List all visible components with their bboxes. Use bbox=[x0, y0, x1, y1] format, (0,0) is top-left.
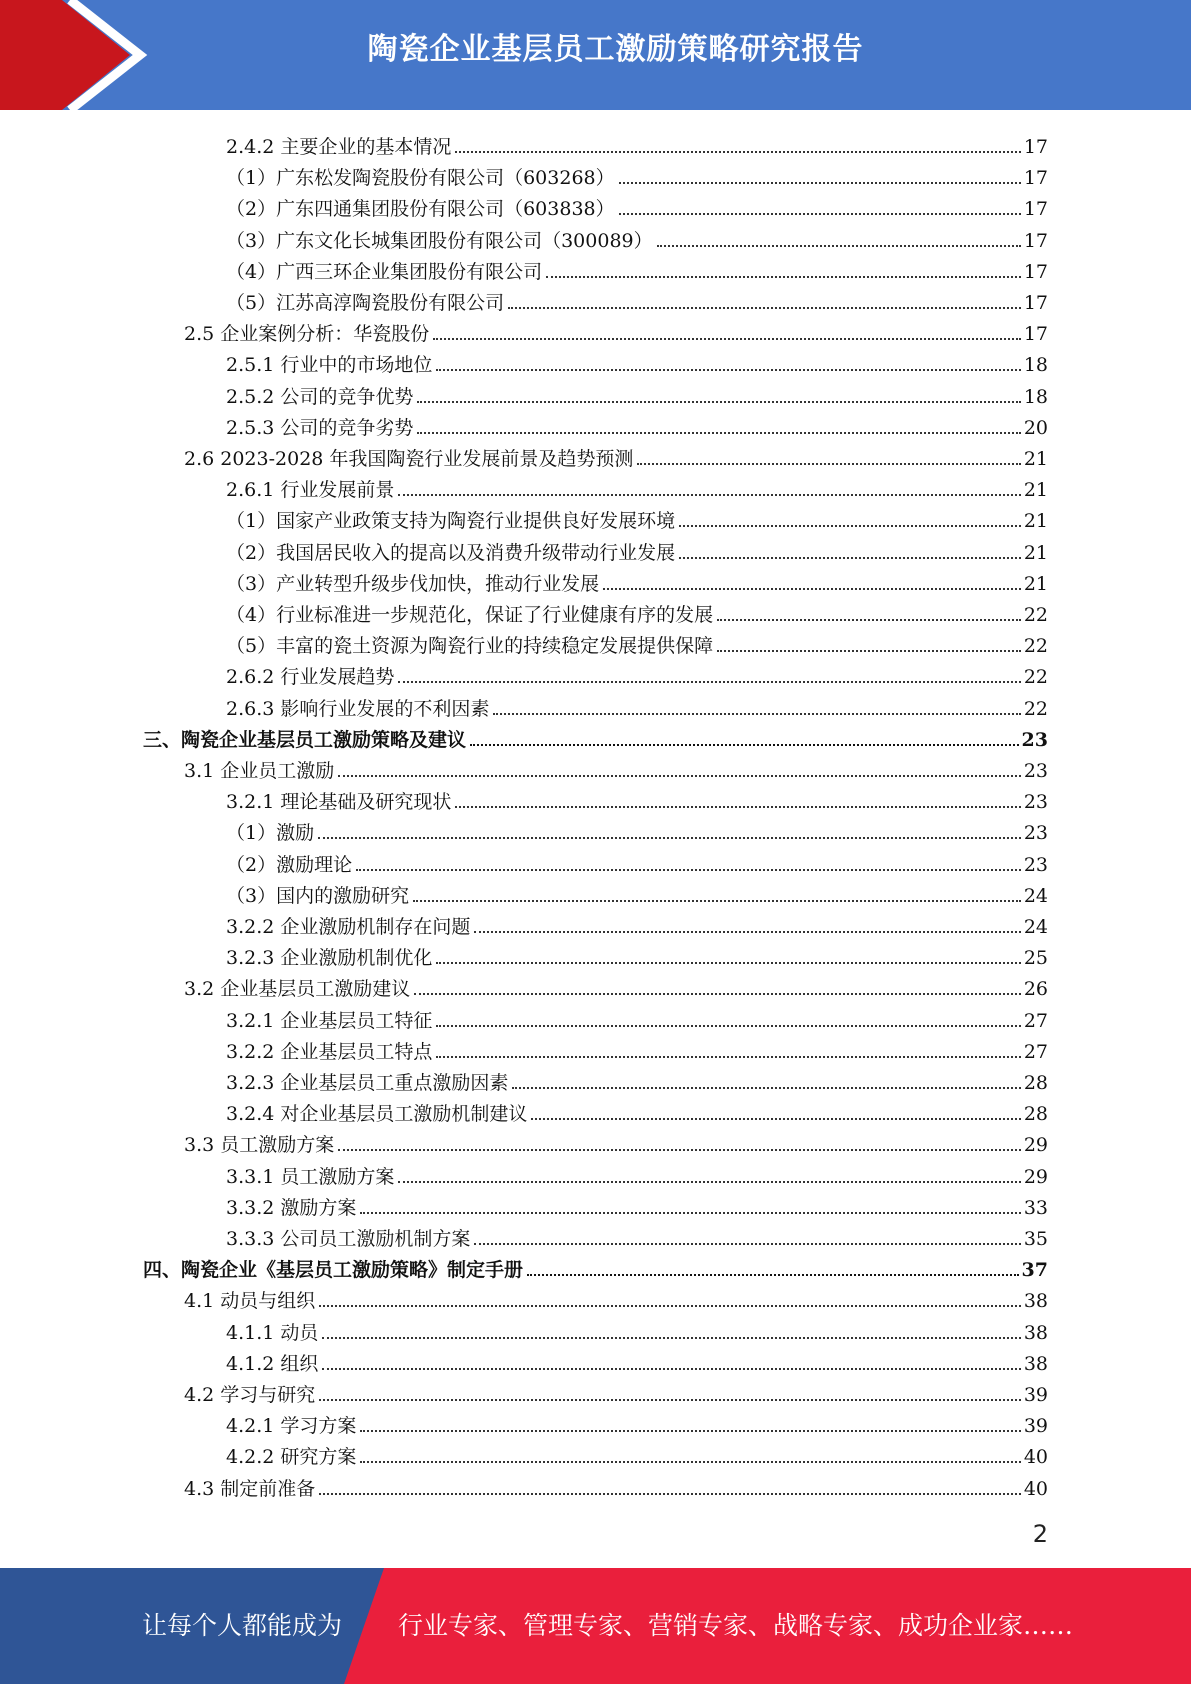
toc-dot-leader bbox=[398, 494, 1020, 496]
toc-dot-leader bbox=[360, 1212, 1020, 1214]
toc-entry-title: （1）广东松发陶瓷股份有限公司（603268） bbox=[226, 167, 615, 190]
toc-entry-page: 21 bbox=[1023, 510, 1048, 533]
toc-entry-page: 25 bbox=[1023, 947, 1048, 970]
toc-entry[interactable] bbox=[226, 627, 1048, 658]
toc-entry-page: 33 bbox=[1023, 1196, 1048, 1219]
toc-dot-leader bbox=[527, 1274, 1019, 1276]
toc-entry-page: 17 bbox=[1023, 136, 1048, 158]
toc-entry[interactable] bbox=[226, 253, 1048, 284]
toc-entry-title: 3.1 企业员工激励 bbox=[184, 760, 335, 782]
toc-entry[interactable] bbox=[226, 1033, 1048, 1064]
toc-entry[interactable] bbox=[184, 752, 1048, 783]
toc-entry-page: 27 bbox=[1023, 1009, 1048, 1032]
toc-entry[interactable] bbox=[226, 596, 1048, 627]
toc-dot-leader bbox=[398, 681, 1020, 683]
toc-entry-title: 4.2.2 研究方案 bbox=[226, 1446, 357, 1469]
toc-entry[interactable] bbox=[226, 534, 1048, 565]
toc-dot-leader bbox=[414, 993, 1021, 995]
toc-entry[interactable] bbox=[226, 814, 1048, 845]
toc-entry-title: 3.3.3 公司员工激励机制方案 bbox=[226, 1228, 471, 1250]
toc-entry-title: （4）行业标准进一步规范化，保证了行业健康有序的发展 bbox=[226, 604, 714, 626]
toc-entry-title: 4.1 动员与组织 bbox=[184, 1290, 316, 1313]
toc-entry[interactable] bbox=[184, 1126, 1048, 1157]
toc-dot-leader bbox=[619, 213, 1021, 215]
toc-entry-page: 38 bbox=[1023, 1352, 1048, 1375]
toc-entry-page: 22 bbox=[1023, 635, 1048, 658]
toc-entry[interactable] bbox=[184, 1470, 1048, 1501]
toc-entry-title: 三、陶瓷企业基层员工激励策略及建议 bbox=[143, 728, 467, 751]
toc-entry-title: 3.2.3 企业激励机制优化 bbox=[226, 947, 433, 970]
toc-dot-leader bbox=[603, 588, 1021, 590]
toc-dot-leader bbox=[318, 837, 1021, 839]
toc-entry-page: 22 bbox=[1023, 697, 1048, 720]
toc-entry-title: 4.1.2 组织 bbox=[226, 1352, 319, 1375]
toc-dot-leader bbox=[417, 432, 1020, 434]
toc-dot-leader bbox=[360, 1461, 1020, 1463]
toc-entry[interactable] bbox=[226, 159, 1048, 190]
toc-entry-title: 2.6.3 影响行业发展的不利因素 bbox=[226, 697, 490, 720]
toc-entry-title: （5）江苏高淳陶瓷股份有限公司 bbox=[226, 292, 505, 314]
toc-entry-title: 3.3.1 员工激励方案 bbox=[226, 1165, 395, 1188]
toc-entry-title: 四、陶瓷企业《基层员工激励策略》制定手册 bbox=[143, 1259, 524, 1282]
toc-entry[interactable] bbox=[184, 315, 1048, 346]
toc-dot-leader bbox=[717, 650, 1021, 652]
toc-entry-title: （5）丰富的瓷土资源为陶瓷行业的持续稳定发展提供保障 bbox=[226, 635, 714, 658]
toc-entry-page: 37 bbox=[1021, 1259, 1048, 1282]
toc-entry-title: 3.2.4 对企业基层员工激励机制建议 bbox=[226, 1103, 528, 1126]
toc-entry-page: 29 bbox=[1023, 1165, 1048, 1188]
toc-entry-page: 17 bbox=[1023, 292, 1048, 314]
toc-entry-title: （2）激励理论 bbox=[226, 853, 353, 876]
toc-entry-page: 39 bbox=[1023, 1384, 1048, 1406]
toc-entry[interactable] bbox=[226, 502, 1048, 533]
toc-dot-leader bbox=[433, 338, 1021, 340]
toc-entry[interactable] bbox=[184, 440, 1048, 471]
toc-entry-page: 23 bbox=[1023, 760, 1048, 782]
toc-dot-leader bbox=[657, 245, 1021, 247]
toc-entry-page: 21 bbox=[1023, 572, 1048, 595]
toc-entry-title: 4.1.1 动员 bbox=[226, 1321, 319, 1344]
footer-slogan-left: 让每个人都能成为 bbox=[142, 1611, 343, 1640]
toc-entry-page: 23 bbox=[1023, 822, 1048, 845]
toc-entry-page: 27 bbox=[1023, 1040, 1048, 1063]
toc-dot-leader bbox=[455, 806, 1020, 808]
toc-dot-leader bbox=[474, 1243, 1020, 1245]
toc-entry[interactable] bbox=[226, 690, 1048, 721]
toc-entry-title: 3.2.1 理论基础及研究现状 bbox=[226, 791, 452, 814]
toc-entry-title: （2）我国居民收入的提高以及消费升级带动行业发展 bbox=[226, 541, 676, 564]
toc-dot-leader bbox=[413, 900, 1021, 902]
toc-entry[interactable] bbox=[184, 1376, 1048, 1407]
toc-entry-title: 2.5.1 行业中的市场地位 bbox=[226, 354, 433, 377]
toc-entry-title: 2.6.1 行业发展前景 bbox=[226, 479, 395, 502]
toc-dot-leader bbox=[338, 1149, 1021, 1151]
toc-entry[interactable] bbox=[226, 284, 1048, 315]
toc-entry-page: 22 bbox=[1023, 666, 1048, 689]
toc-entry-title: 3.3 员工激励方案 bbox=[184, 1134, 335, 1157]
toc-entry[interactable] bbox=[226, 1095, 1048, 1126]
toc-entry-page: 20 bbox=[1023, 416, 1048, 439]
toc-entry-page: 21 bbox=[1023, 479, 1048, 502]
toc-entry-page: 40 bbox=[1023, 1477, 1048, 1500]
toc-entry-title: 2.5.3 公司的竞争劣势 bbox=[226, 416, 414, 439]
report-title: 陶瓷企业基层员工激励策略研究报告 bbox=[367, 32, 864, 67]
toc-entry-page: 22 bbox=[1023, 604, 1048, 626]
toc-dot-leader bbox=[679, 525, 1021, 527]
toc-dot-leader bbox=[508, 307, 1021, 309]
toc-entry-page: 18 bbox=[1023, 385, 1048, 408]
toc-entry[interactable] bbox=[226, 1438, 1048, 1469]
toc-entry-page: 38 bbox=[1023, 1290, 1048, 1313]
toc-entry-page: 38 bbox=[1023, 1321, 1048, 1344]
toc-entry[interactable] bbox=[226, 939, 1048, 970]
header-banner bbox=[0, 0, 1191, 110]
toc-entry-title: （1）国家产业政策支持为陶瓷行业提供良好发展环境 bbox=[226, 510, 676, 533]
toc-entry-page: 21 bbox=[1023, 541, 1048, 564]
toc-entry-title: 3.2.3 企业基层员工重点激励因素 bbox=[226, 1072, 509, 1094]
toc-dot-leader bbox=[322, 1337, 1020, 1339]
toc-dot-leader bbox=[455, 151, 1020, 153]
toc-entry[interactable] bbox=[226, 409, 1048, 440]
toc-entry-page: 28 bbox=[1023, 1072, 1048, 1094]
toc-dot-leader bbox=[546, 276, 1021, 278]
toc-entry-title: （3）国内的激励研究 bbox=[226, 884, 410, 907]
toc-entry-page: 26 bbox=[1023, 978, 1048, 1001]
toc-entry[interactable] bbox=[226, 565, 1048, 596]
toc-dot-leader bbox=[319, 1493, 1021, 1495]
toc-dot-leader bbox=[717, 619, 1021, 621]
toc-dot-leader bbox=[319, 1305, 1021, 1307]
toc-entry-page: 17 bbox=[1023, 260, 1048, 283]
toc-entry-title: 2.6 2023-2028 年我国陶瓷行业发展前景及趋势预测 bbox=[184, 448, 634, 470]
toc-entry-page: 40 bbox=[1023, 1446, 1048, 1469]
toc-entry-title: 4.2 学习与研究 bbox=[184, 1384, 316, 1406]
toc-entry[interactable] bbox=[226, 190, 1048, 221]
toc-dot-leader bbox=[493, 713, 1020, 715]
toc-entry-title: 4.3 制定前准备 bbox=[184, 1477, 316, 1500]
toc-entry[interactable] bbox=[226, 1220, 1048, 1251]
toc-entry[interactable] bbox=[226, 1345, 1048, 1376]
toc-dot-leader bbox=[338, 775, 1021, 777]
toc-entry[interactable] bbox=[226, 783, 1048, 814]
toc-entry-page: 17 bbox=[1023, 229, 1048, 252]
toc-entry[interactable] bbox=[184, 1282, 1048, 1313]
toc-dot-leader bbox=[436, 369, 1020, 371]
toc-entry-page: 17 bbox=[1023, 198, 1048, 221]
page-number: 2 bbox=[1032, 1520, 1048, 1548]
toc-entry-page: 24 bbox=[1023, 916, 1048, 938]
toc-dot-leader bbox=[531, 1118, 1020, 1120]
toc-entry[interactable] bbox=[226, 378, 1048, 409]
toc-entry-title: （3）产业转型升级步伐加快，推动行业发展 bbox=[226, 572, 600, 595]
toc-entry-page: 29 bbox=[1023, 1134, 1048, 1157]
toc-entry-title: 4.2.1 学习方案 bbox=[226, 1415, 357, 1438]
toc-dot-leader bbox=[319, 1399, 1021, 1401]
toc-dot-leader bbox=[474, 931, 1020, 933]
toc-dot-leader bbox=[436, 962, 1020, 964]
toc-entry[interactable] bbox=[226, 346, 1048, 377]
toc-entry-page: 39 bbox=[1023, 1415, 1048, 1438]
toc-entry-title: （2）广东四通集团股份有限公司（603838） bbox=[226, 198, 615, 221]
toc-entry-page: 23 bbox=[1023, 853, 1048, 876]
toc-entry[interactable] bbox=[143, 721, 1048, 752]
toc-entry[interactable] bbox=[226, 658, 1048, 689]
toc-entry-title: （3）广东文化长城集团股份有限公司（300089） bbox=[226, 229, 653, 252]
toc-dot-leader bbox=[356, 869, 1021, 871]
toc-entry-title: 3.2.1 企业基层员工特征 bbox=[226, 1009, 433, 1032]
toc-dot-leader bbox=[360, 1430, 1020, 1432]
toc-entry[interactable] bbox=[184, 970, 1048, 1001]
toc-entry-title: 2.6.2 行业发展趋势 bbox=[226, 666, 395, 689]
toc-entry-title: （4）广西三环企业集团股份有限公司 bbox=[226, 260, 543, 283]
toc-dot-leader bbox=[398, 1181, 1020, 1183]
toc-dot-leader bbox=[637, 463, 1020, 465]
footer-slogan-right: 行业专家、管理专家、营销专家、战略专家、成功企业家…… bbox=[398, 1611, 1074, 1640]
toc-dot-leader bbox=[679, 557, 1021, 559]
toc-entry[interactable] bbox=[226, 846, 1048, 877]
toc-entry[interactable] bbox=[226, 128, 1048, 159]
toc-entry-title: 3.3.2 激励方案 bbox=[226, 1196, 357, 1219]
toc-entry[interactable] bbox=[226, 908, 1048, 939]
toc-entry-title: 3.2.2 企业基层员工特点 bbox=[226, 1040, 433, 1063]
toc-entry[interactable] bbox=[226, 1407, 1048, 1438]
toc-entry-page: 21 bbox=[1023, 448, 1048, 470]
toc-dot-leader bbox=[436, 1056, 1020, 1058]
toc-dot-leader bbox=[322, 1368, 1020, 1370]
toc-entry-page: 35 bbox=[1023, 1228, 1048, 1250]
toc-entry[interactable] bbox=[226, 1189, 1048, 1220]
toc-entry-title: （1）激励 bbox=[226, 822, 315, 845]
toc-entry[interactable] bbox=[226, 471, 1048, 502]
toc-entry-title: 3.2 企业基层员工激励建议 bbox=[184, 978, 411, 1001]
toc-entry[interactable] bbox=[143, 1251, 1048, 1282]
toc-entry-page: 17 bbox=[1023, 323, 1048, 346]
toc-dot-leader bbox=[417, 401, 1020, 403]
footer-banner bbox=[0, 1568, 1191, 1684]
toc-entry-title: 3.2.2 企业激励机制存在问题 bbox=[226, 916, 471, 938]
toc-entry[interactable] bbox=[226, 877, 1048, 908]
toc-entry[interactable] bbox=[226, 1064, 1048, 1095]
toc-dot-leader bbox=[619, 182, 1021, 184]
toc-entry-title: 2.5 企业案例分析：华瓷股份 bbox=[184, 323, 430, 346]
toc-entry[interactable] bbox=[226, 1158, 1048, 1189]
toc-entry[interactable] bbox=[226, 222, 1048, 253]
toc-entry-title: 2.4.2 主要企业的基本情况 bbox=[226, 136, 452, 158]
toc-dot-leader bbox=[436, 1025, 1020, 1027]
toc-entry[interactable] bbox=[226, 1002, 1048, 1033]
toc-entry-page: 18 bbox=[1023, 354, 1048, 377]
toc-entry-page: 17 bbox=[1023, 167, 1048, 190]
toc-entry-page: 23 bbox=[1021, 728, 1048, 751]
toc-entry-title: 2.5.2 公司的竞争优势 bbox=[226, 385, 414, 408]
toc-entry-page: 24 bbox=[1023, 884, 1048, 907]
toc-dot-leader bbox=[512, 1087, 1020, 1089]
toc-entry-page: 23 bbox=[1023, 791, 1048, 814]
toc-dot-leader bbox=[470, 744, 1019, 746]
toc-entry[interactable] bbox=[226, 1314, 1048, 1345]
toc-entry-page: 28 bbox=[1023, 1103, 1048, 1126]
